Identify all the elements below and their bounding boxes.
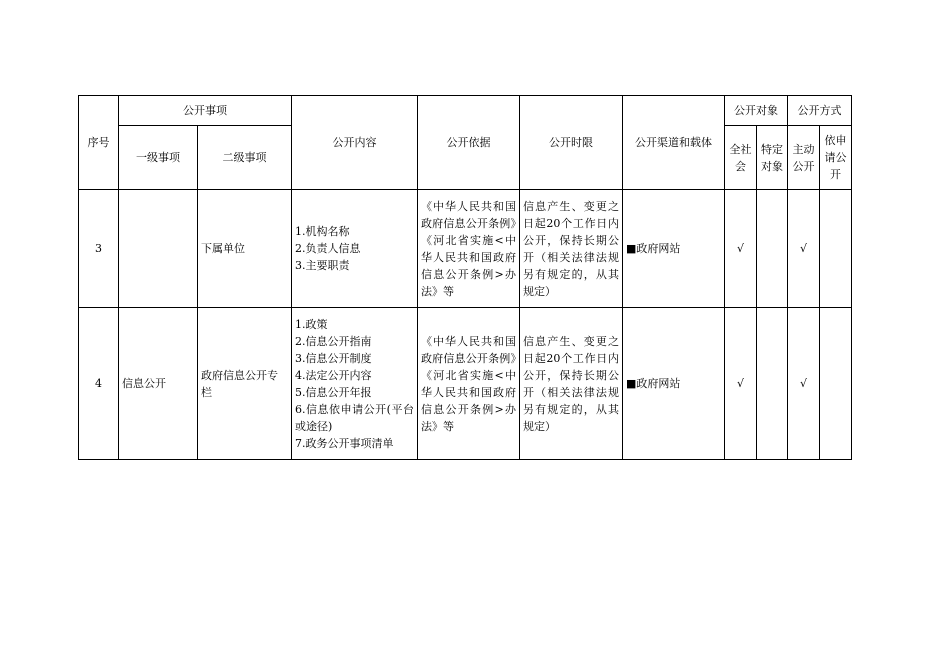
row-content: 1.政策 2.信息公开指南 3.信息公开制度 4.法定公开内容 5.信息公开年报 6.信息依申请公开(平台或途径) 7.政务公开事项清单 [292, 308, 418, 460]
header-time-limit: 公开时限 [520, 96, 623, 190]
row-target-specific [757, 190, 788, 308]
row-level2: 政府信息公开专栏 [198, 308, 292, 460]
header-basis: 公开依据 [418, 96, 520, 190]
row-channel: ■政府网站 [623, 190, 725, 308]
header-channel: 公开渠道和载体 [623, 96, 725, 190]
disclosure-table [78, 95, 852, 460]
row-level2: 下属单位 [198, 190, 292, 308]
row-method-request [820, 308, 852, 460]
table-row [79, 308, 852, 460]
row-seq: 4 [79, 308, 119, 460]
row-channel: ■政府网站 [623, 308, 725, 460]
row-target-all: √ [725, 190, 757, 308]
header-method-request: 依申请公开 [820, 126, 852, 190]
row-basis: 《中华人民共和国政府信息公开条例》《河北省实施<中华人民共和国政府信息公开条例>办法》等 [418, 190, 520, 308]
header-target-group: 公开对象 [725, 96, 788, 126]
row-method-request [820, 190, 852, 308]
row-time-limit: 信息产生、变更之日起20个工作日内公开，保持长期公开（相关法律法规另有规定的，从其规定） [520, 308, 623, 460]
row-level1 [119, 190, 198, 308]
row-target-specific [757, 308, 788, 460]
row-basis: 《中华人民共和国政府信息公开条例》《河北省实施<中华人民共和国政府信息公开条例>办法》等 [418, 308, 520, 460]
row-method-active: √ [788, 190, 820, 308]
row-method-active: √ [788, 308, 820, 460]
header-level2: 二级事项 [198, 126, 292, 190]
header-target-specific: 特定对象 [757, 126, 788, 190]
row-seq: 3 [79, 190, 119, 308]
row-target-all: √ [725, 308, 757, 460]
row-content: 1.机构名称 2.负责人信息 3.主要职责 [292, 190, 418, 308]
header-row-1 [79, 96, 852, 126]
row-level1: 信息公开 [119, 308, 198, 460]
header-seq: 序号 [79, 96, 119, 190]
header-target-all: 全社会 [725, 126, 757, 190]
header-items-group: 公开事项 [119, 96, 292, 126]
header-method-group: 公开方式 [788, 96, 852, 126]
header-level1: 一级事项 [119, 126, 198, 190]
table-row [79, 190, 852, 308]
row-time-limit: 信息产生、变更之日起20个工作日内公开，保持长期公开（相关法律法规另有规定的，从其规定） [520, 190, 623, 308]
header-method-active: 主动公开 [788, 126, 820, 190]
header-content: 公开内容 [292, 96, 418, 190]
